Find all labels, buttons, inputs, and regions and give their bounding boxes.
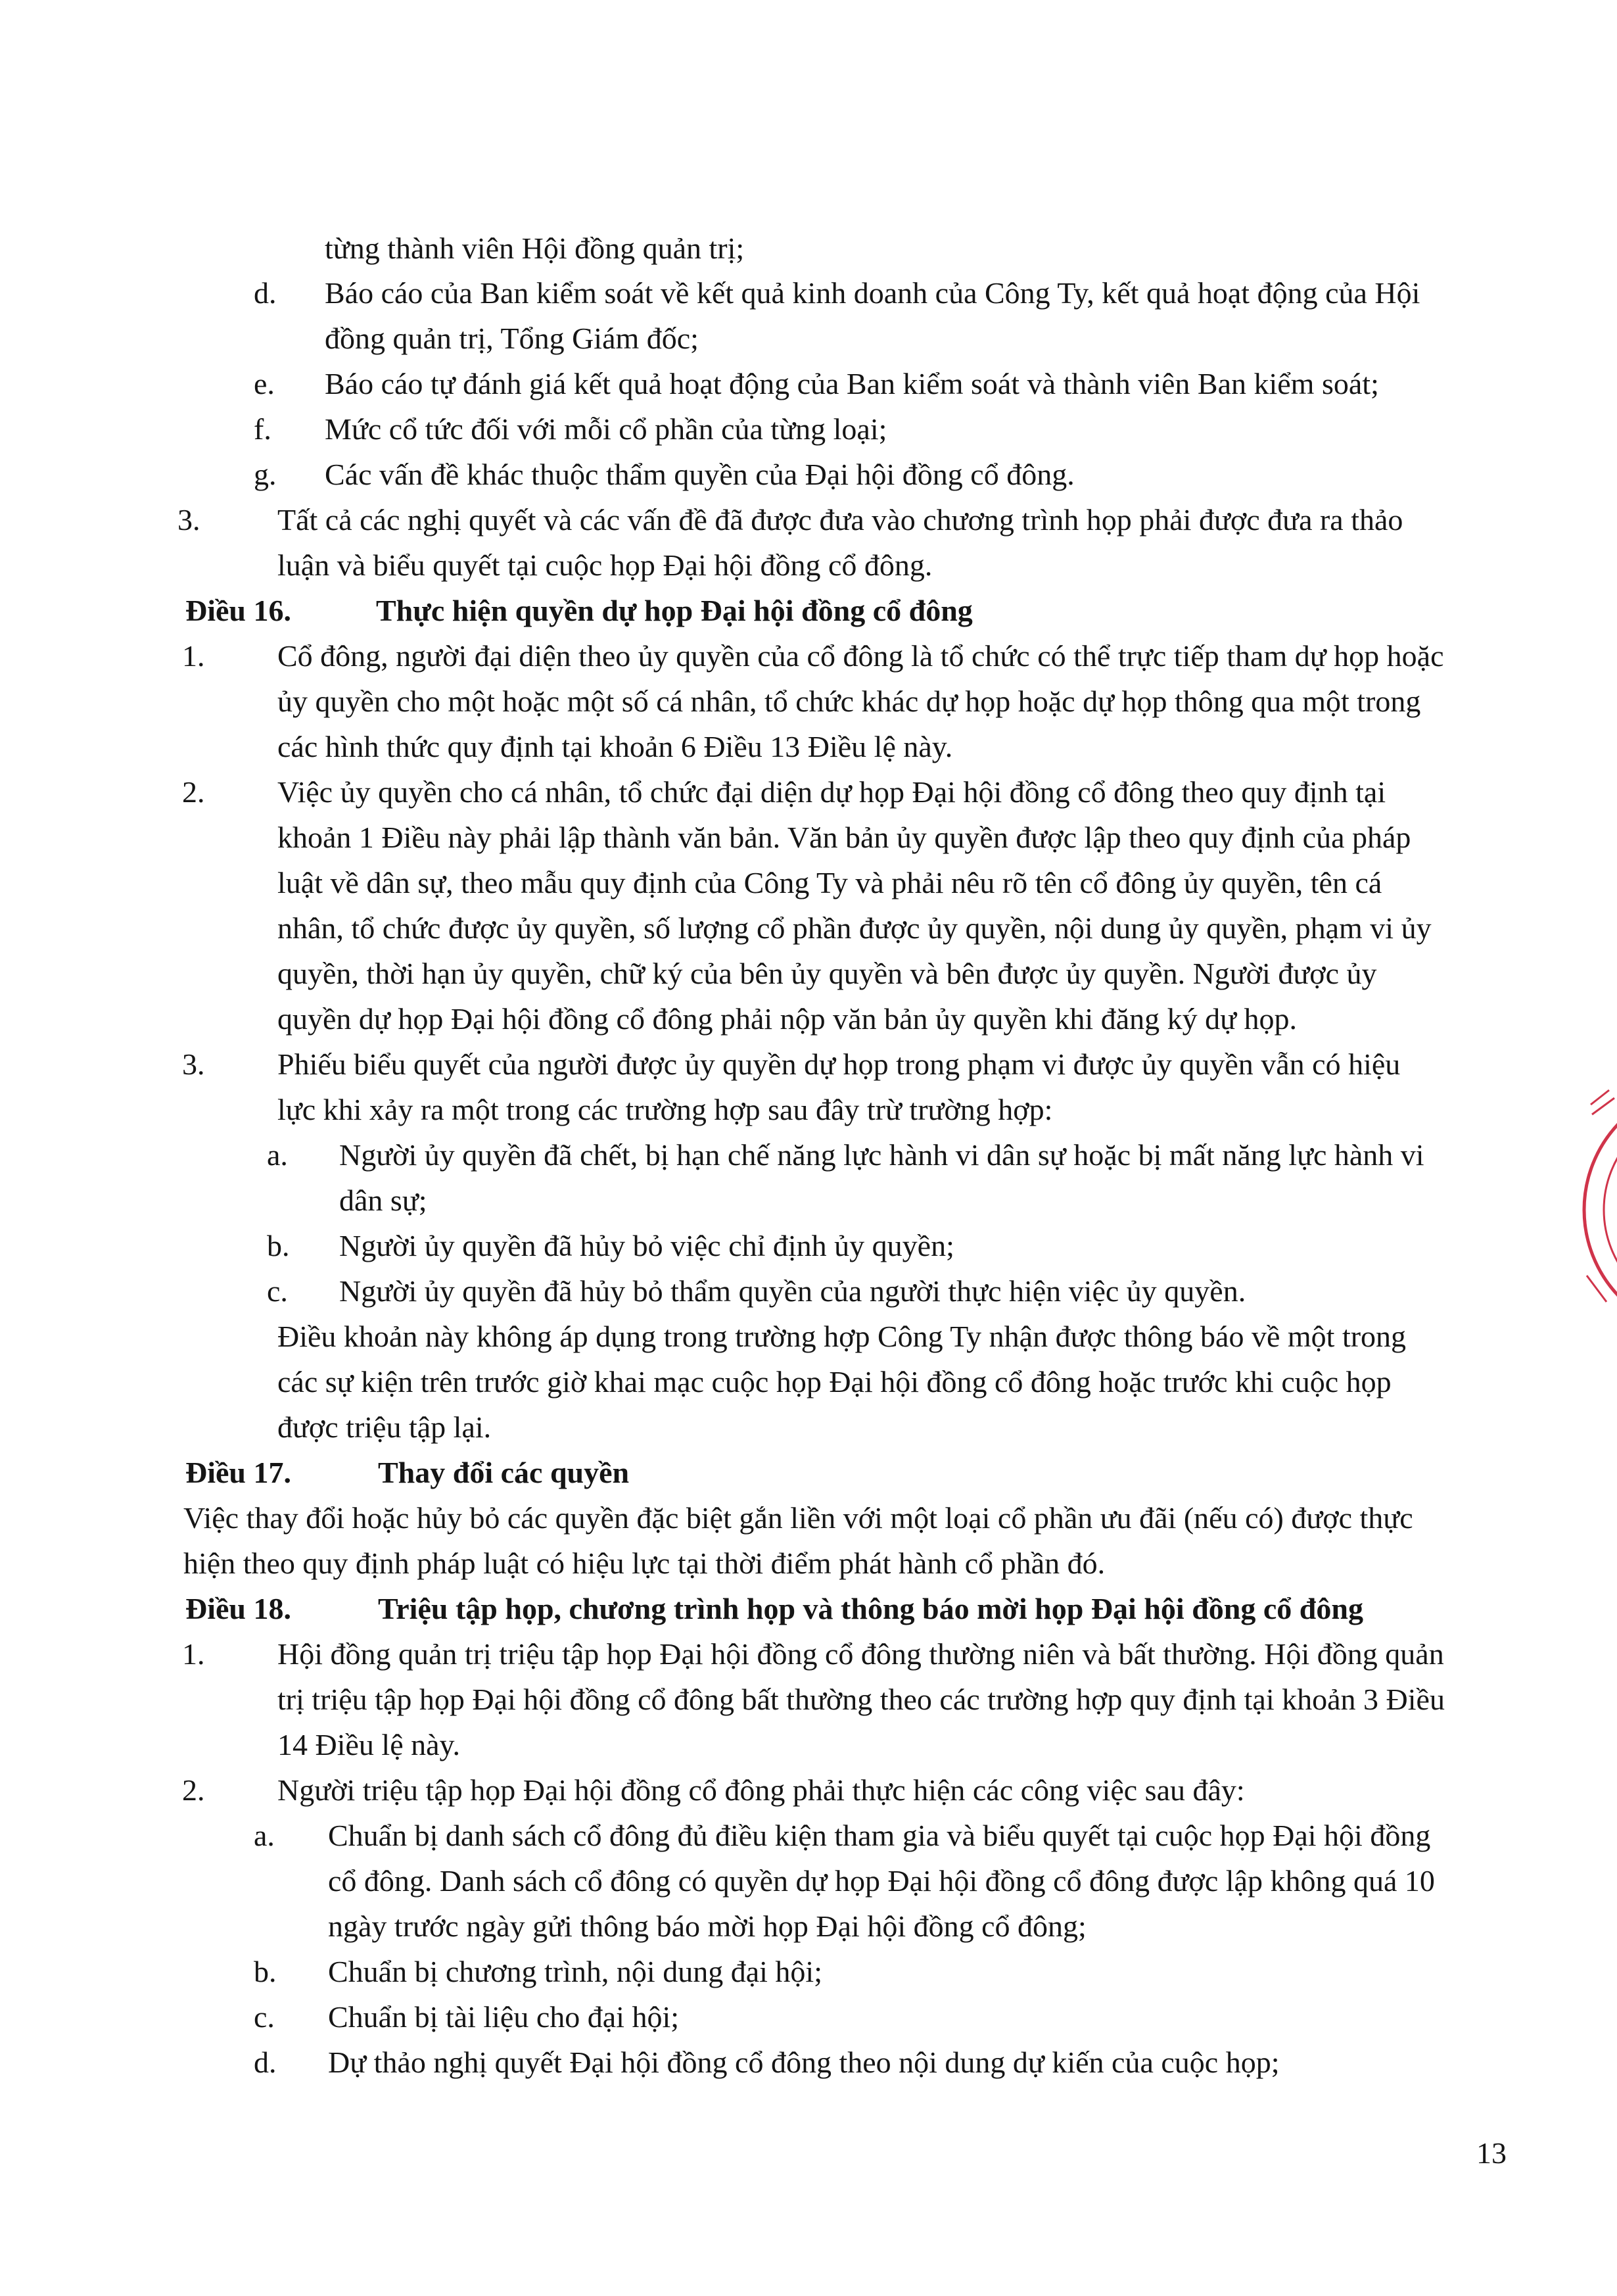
- list-item: [0, 2040, 1617, 2085]
- item-text: Hội đồng quản trị triệu tập họp Đại hội đồng cổ đông thường niên và bất thường. Hội đồng quản: [277, 1637, 1444, 1671]
- item-text: từng thành viên Hội đồng quản trị;: [325, 231, 745, 265]
- item-text: Các vấn đề khác thuộc thẩm quyền của Đại hội đồng cổ đông.: [325, 458, 1075, 491]
- item-text: các hình thức quy định tại khoản 6 Điều 13 Điều lệ này.: [277, 730, 953, 763]
- item-label: 1.: [182, 1637, 205, 1671]
- article-title: Thay đổi các quyền: [378, 1456, 630, 1489]
- item-label: d.: [254, 2045, 277, 2079]
- list-item-continued: [0, 1677, 1617, 1722]
- paragraph-text: hiện theo quy định pháp luật có hiệu lực tại thời điểm phát hành cổ phần đó.: [183, 1546, 1106, 1580]
- item-text: Người ủy quyền đã hủy bỏ thẩm quyền của người thực hiện việc ủy quyền.: [339, 1274, 1246, 1308]
- item-text: Người triệu tập họp Đại hội đồng cổ đông phải thực hiện các công việc sau đây:: [277, 1773, 1245, 1807]
- item-label: b.: [254, 1955, 277, 1988]
- article-heading: [0, 588, 1617, 633]
- item-label: g.: [254, 458, 277, 491]
- item-text: luận và biểu quyết tại cuộc họp Đại hội đồng cổ đông.: [277, 548, 933, 582]
- item-label: c.: [267, 1274, 288, 1308]
- list-item-continued: [0, 316, 1617, 361]
- list-item-continued: [0, 815, 1617, 860]
- item-text: Người ủy quyền đã hủy bỏ việc chỉ định ủy quyền;: [339, 1229, 954, 1262]
- item-label: a.: [267, 1138, 288, 1172]
- article-number: Điều 16.: [185, 594, 291, 627]
- list-item-continued: [0, 996, 1617, 1041]
- item-label: f.: [254, 412, 271, 446]
- article-title: Thực hiện quyền dự họp Đại hội đồng cổ đông: [376, 594, 973, 627]
- item-text: Cổ đông, người đại diện theo ủy quyền của cổ đông là tổ chức có thể trực tiếp tham dự họp hoặc: [277, 639, 1444, 673]
- item-text: Báo cáo tự đánh giá kết quả hoạt động của Ban kiểm soát và thành viên Ban kiểm soát;: [325, 367, 1379, 400]
- list-item: [0, 1767, 1617, 1813]
- article-number: Điều 17.: [185, 1456, 291, 1489]
- item-text: Tất cả các nghị quyết và các vấn đề đã được đưa vào chương trình họp phải được đưa ra thảo: [277, 503, 1403, 537]
- page-number: 13: [1476, 2136, 1507, 2170]
- paragraph-text: các sự kiện trên trước giờ khai mạc cuộc họp Đại hội đồng cổ đông hoặc trước khi cuộc họp: [277, 1365, 1392, 1399]
- list-item: [0, 497, 1617, 542]
- list-item-continued: [0, 860, 1617, 905]
- article-heading: [0, 1586, 1617, 1631]
- list-item-continued: [0, 1087, 1617, 1132]
- item-label: 3.: [182, 1047, 205, 1081]
- item-text: Phiếu biểu quyết của người được ủy quyền dự họp trong phạm vi được ủy quyền vẫn có hiệu: [277, 1047, 1401, 1081]
- list-item: [0, 1631, 1617, 1677]
- paragraph: [0, 1314, 1617, 1359]
- paragraph: [0, 1495, 1617, 1541]
- item-label: 2.: [182, 775, 205, 809]
- list-item-continued: [0, 905, 1617, 951]
- list-item: [0, 769, 1617, 815]
- list-item: [0, 270, 1617, 316]
- item-text: trị triệu tập họp Đại hội đồng cổ đông bất thường theo các trường hợp quy định tại khoản 3 Điều: [277, 1683, 1445, 1716]
- item-label: 2.: [182, 1773, 205, 1807]
- list-item: [0, 1994, 1617, 2040]
- list-item: [0, 1949, 1617, 1994]
- item-label: a.: [254, 1819, 275, 1852]
- item-label: b.: [267, 1229, 290, 1262]
- item-text: ngày trước ngày gửi thông báo mời họp Đại hội đồng cổ đông;: [328, 1909, 1087, 1943]
- item-text: khoản 1 Điều này phải lập thành văn bản. Văn bản ủy quyền được lập theo quy định của pháp: [277, 821, 1411, 854]
- company-seal: [1578, 1078, 1617, 1341]
- item-text: Chuẩn bị danh sách cổ đông đủ điều kiện tham gia và biểu quyết tại cuộc họp Đại hội đồng: [328, 1819, 1431, 1852]
- item-text: ủy quyền cho một hoặc một số cá nhân, tổ chức khác dự họp hoặc dự họp thông qua một trong: [277, 684, 1421, 718]
- item-label: e.: [254, 367, 275, 400]
- paragraph-text: Điều khoản này không áp dụng trong trường hợp Công Ty nhận được thông báo về một trong: [277, 1320, 1407, 1353]
- item-text: Dự thảo nghị quyết Đại hội đồng cổ đông theo nội dung dự kiến của cuộc họp;: [328, 2045, 1280, 2079]
- article-number: Điều 18.: [185, 1592, 291, 1625]
- item-text: cổ đông. Danh sách cổ đông có quyền dự họp Đại hội đồng cổ đông được lập không quá 10: [328, 1864, 1435, 1898]
- item-text: quyền, thời hạn ủy quyền, chữ ký của bên ủy quyền và bên được ủy quyền. Người được ủy: [277, 957, 1377, 990]
- item-label: c.: [254, 2000, 275, 2034]
- list-item: [0, 1813, 1617, 1858]
- item-text: quyền dự họp Đại hội đồng cổ đông phải nộp văn bản ủy quyền khi đăng ký dự họp.: [277, 1002, 1298, 1036]
- list-item: [0, 1223, 1617, 1268]
- item-text: đồng quản trị, Tổng Giám đốc;: [325, 322, 699, 355]
- item-text: nhân, tổ chức được ủy quyền, số lượng cổ phần được ủy quyền, nội dung ủy quyền, phạm vi ủy: [277, 911, 1432, 945]
- item-text: dân sự;: [339, 1184, 427, 1217]
- item-text: Người ủy quyền đã chết, bị hạn chế năng lực hành vi dân sự hoặc bị mất năng lực hành vi: [339, 1138, 1424, 1172]
- paragraph-continued: [0, 1404, 1617, 1450]
- article-heading: [0, 1450, 1617, 1495]
- list-item-continued: [0, 679, 1617, 724]
- item-text: Chuẩn bị chương trình, nội dung đại hội;: [328, 1955, 822, 1988]
- paragraph-continued: [0, 1359, 1617, 1404]
- list-item: [0, 1132, 1617, 1178]
- list-item: [0, 406, 1617, 452]
- item-text: lực khi xảy ra một trong các trường hợp sau đây trừ trường hợp:: [277, 1093, 1053, 1126]
- list-item-continued: [0, 951, 1617, 996]
- paragraph-continued: [0, 1541, 1617, 1586]
- list-item-continued: [0, 1903, 1617, 1949]
- paragraph-text: được triệu tập lại.: [277, 1410, 492, 1444]
- item-text: Báo cáo của Ban kiểm soát về kết quả kinh doanh của Công Ty, kết quả hoạt động của Hội: [325, 276, 1420, 310]
- item-text: Chuẩn bị tài liệu cho đại hội;: [328, 2000, 680, 2034]
- list-item-continued: [0, 1722, 1617, 1767]
- list-item: [0, 1041, 1617, 1087]
- item-text: 14 Điều lệ này.: [277, 1728, 461, 1761]
- item-text: luật về dân sự, theo mẫu quy định của Công Ty và phải nêu rõ tên cổ đông ủy quyền, tên cá: [277, 866, 1382, 899]
- list-item: [0, 226, 1617, 271]
- list-item: [0, 361, 1617, 406]
- list-item-continued: [0, 724, 1617, 769]
- list-item-continued: [0, 1858, 1617, 1903]
- item-label: 1.: [182, 639, 205, 673]
- list-item: [0, 633, 1617, 679]
- paragraph-text: Việc thay đổi hoặc hủy bỏ các quyền đặc biệt gắn liền với một loại cổ phần ưu đãi (nếu có) được thực: [183, 1501, 1413, 1535]
- list-item-continued: [0, 542, 1617, 588]
- article-title: Triệu tập họp, chương trình họp và thông báo mời họp Đại hội đồng cổ đông: [378, 1592, 1363, 1625]
- item-text: Mức cổ tức đối với mỗi cổ phần của từng loại;: [325, 412, 887, 446]
- list-item: [0, 1268, 1617, 1314]
- list-item: [0, 452, 1617, 497]
- list-item-continued: [0, 1178, 1617, 1223]
- item-label: d.: [254, 276, 277, 310]
- item-label: 3.: [177, 503, 200, 537]
- item-text: Việc ủy quyền cho cá nhân, tổ chức đại diện dự họp Đại hội đồng cổ đông theo quy định tại: [277, 775, 1386, 809]
